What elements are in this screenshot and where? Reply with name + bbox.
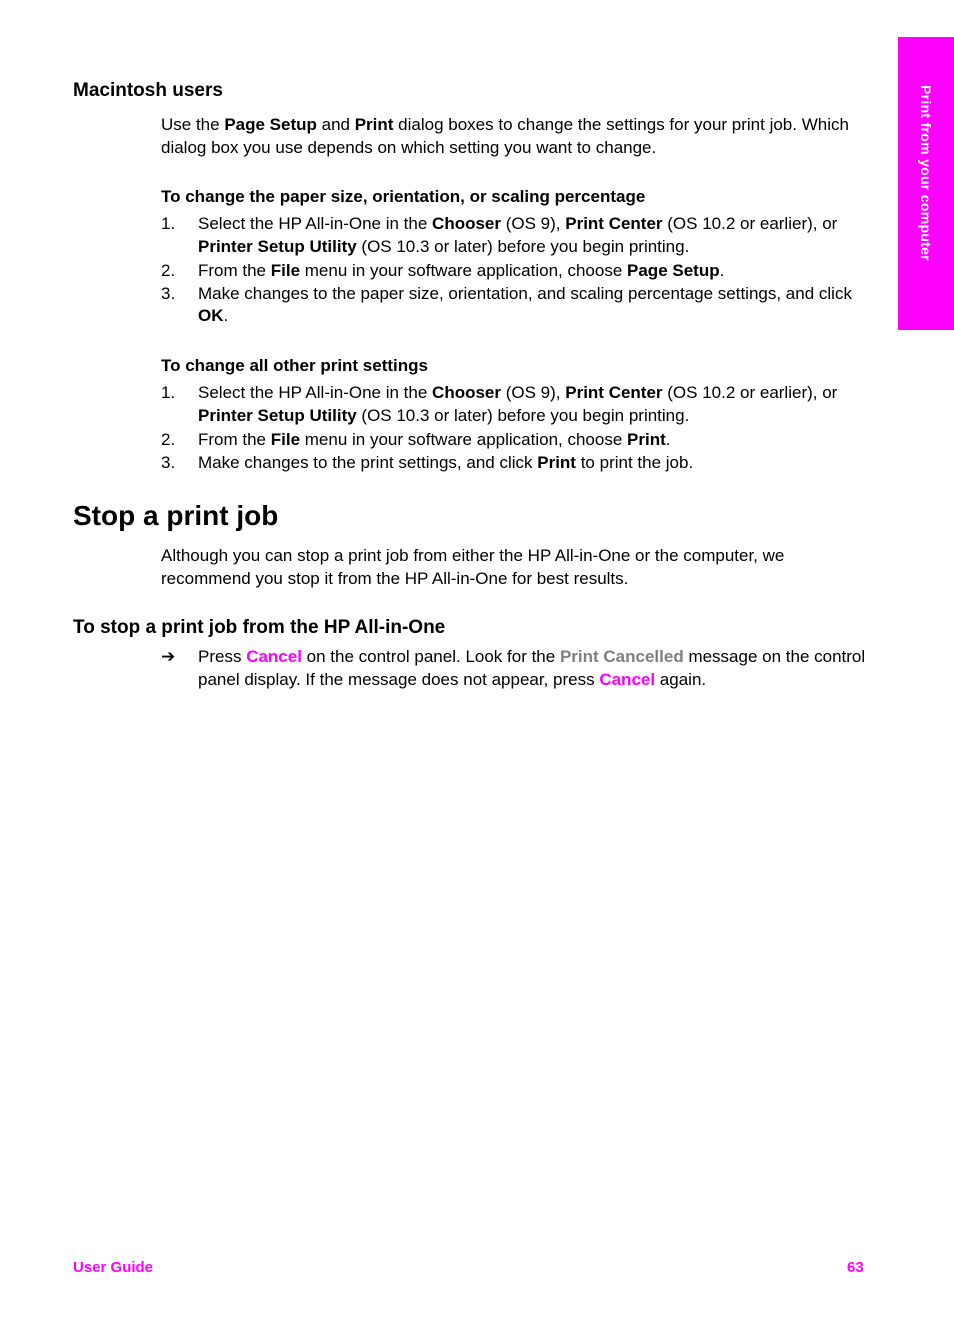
- side-tab-label: Print from your computer: [918, 85, 934, 261]
- cancel-key-label: Cancel: [599, 669, 656, 689]
- section-heading-stop-print-job: Stop a print job: [73, 500, 279, 531]
- stop-intro: Although you can stop a print job from either the HP All-in-One or the computer, we recommend you stop it from the HP All-in-One for best results.: [161, 546, 785, 588]
- other-settings-heading: To change all other print settings: [161, 356, 428, 375]
- side-tab: [898, 37, 954, 330]
- macintosh-intro: Use the Page Setup and Print dialog boxes to change the settings for your print job. Which dialog box you use depends on which setting you want to change.: [161, 115, 849, 157]
- list-item: 3. Make changes to the print settings, and click Print to print the job.: [161, 452, 694, 472]
- arrow-right-icon: ➔: [161, 647, 176, 666]
- page-number: 63: [847, 1259, 864, 1276]
- list-item: 1. Select the HP All-in-One in the Chooser (OS 9), Print Center (OS 10.2 or earlier), or Printer Setup Utility (OS 10.3 or later) before you begin printing.: [161, 383, 838, 425]
- cancel-key-label: Cancel: [246, 647, 302, 666]
- footer-guide-title: User Guide: [73, 1259, 154, 1276]
- list-item: 1. Select the HP All-in-One in the Chooser (OS 9), Print Center (OS 10.2 or earlier), or Printer Setup Utility (OS 10.3 or later) before you begin printing.: [161, 214, 838, 256]
- paper-settings-heading: To change the paper size, orientation, or scaling percentage: [161, 187, 646, 206]
- print-cancelled-message: Print Cancelled: [559, 647, 684, 666]
- paper-settings-steps: [161, 213, 861, 328]
- stop-from-device-heading: To stop a print job from the HP All-in-One: [73, 617, 446, 638]
- list-item: 2. From the File menu in your software application, choose Page Setup.: [161, 261, 725, 280]
- other-settings-steps: [161, 382, 861, 474]
- stop-step: ➔ Press Cancel on the control panel. Look for the Print Cancelled message on the control panel display. If the message does not appear, press Cancel again.: [161, 647, 866, 689]
- list-item: 2. From the File menu in your software application, choose Print.: [161, 430, 671, 449]
- list-item: 3. Make changes to the paper size, orientation, and scaling percentage settings, and click OK.: [161, 283, 852, 325]
- section-heading-macintosh: Macintosh users: [73, 80, 223, 101]
